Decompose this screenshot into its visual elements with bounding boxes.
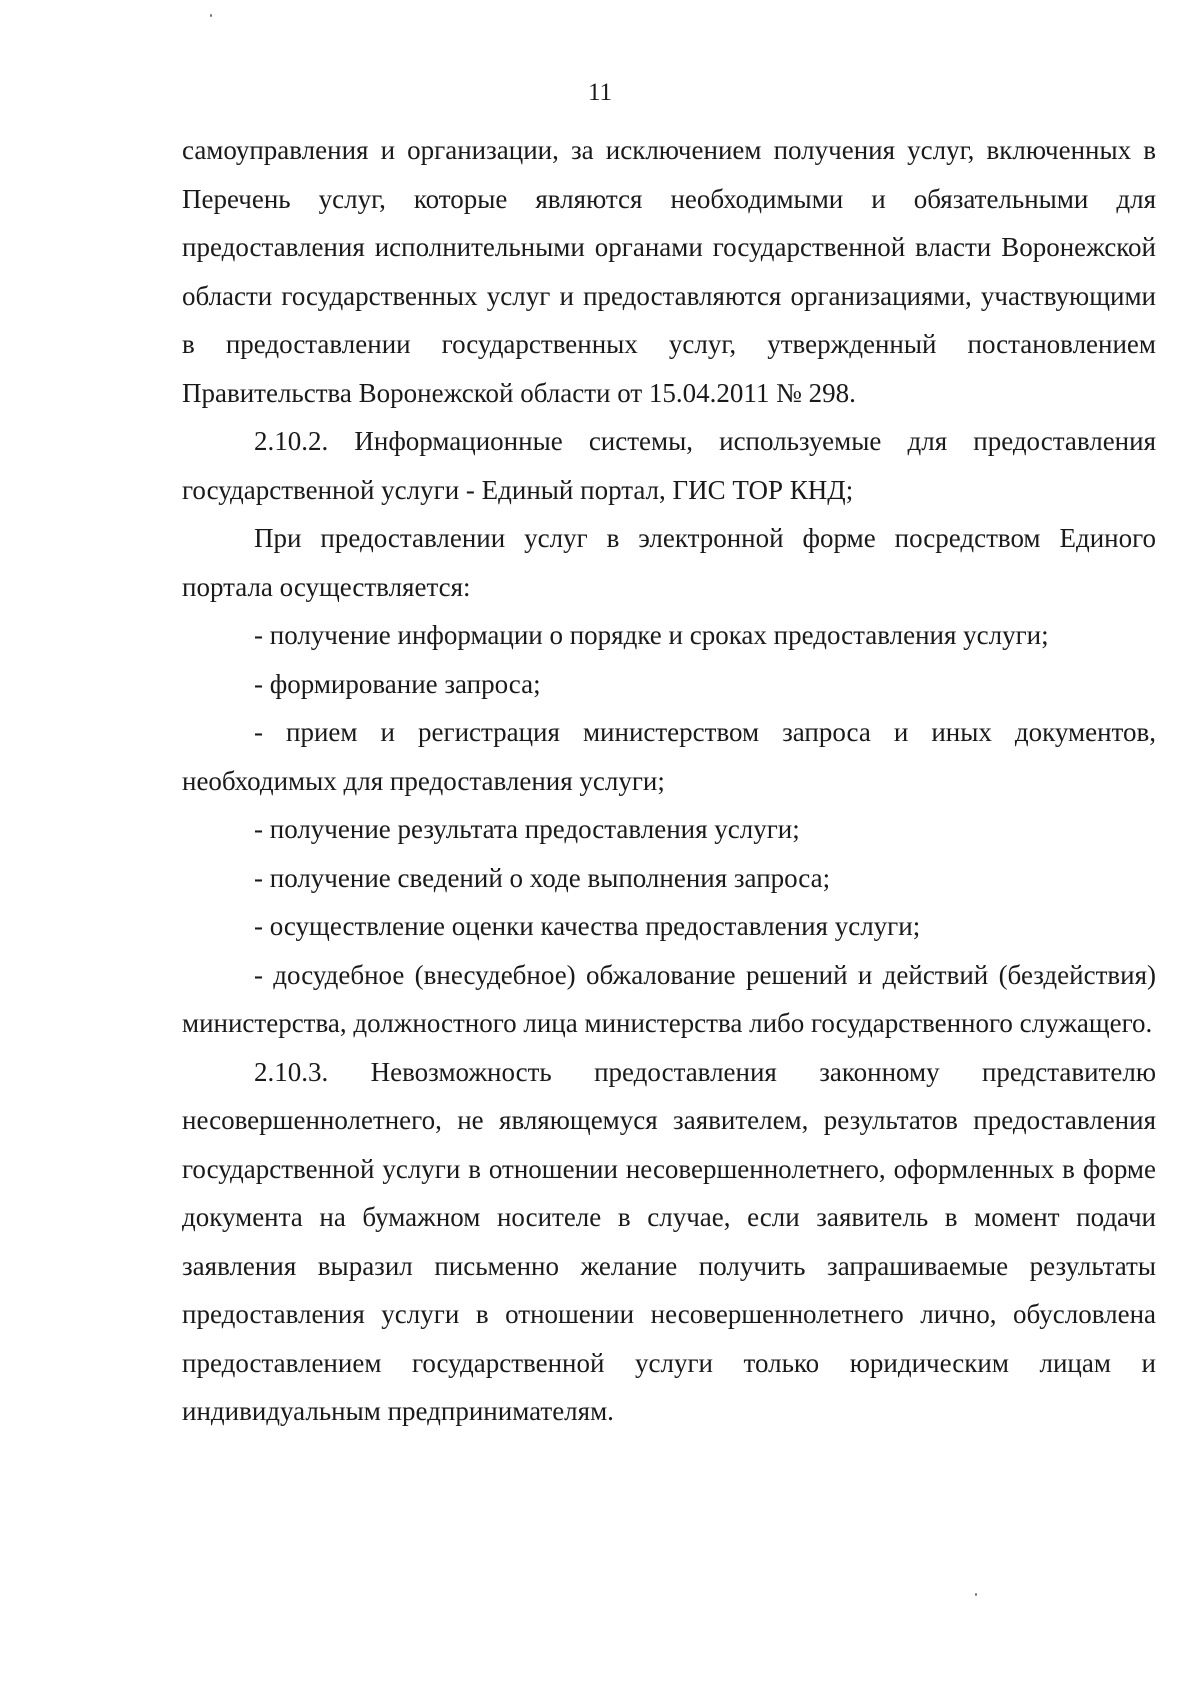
paragraph-portal-intro: При предоставлении услуг в электронной форме посредством Единого портала осуществляется: [182,523,1156,602]
list-item: - получение сведений о ходе выполнения запроса; [254,862,831,893]
list-item: - получение информации о порядке и сроках предоставления услуги; [254,620,1049,650]
paragraph-2-10-3: 2.10.3. Невозможность предоставления законному представителю несовершеннолетнего, не являющемуся заявителем, результатов предоставления государственной услуги в отношении несовершеннолетнего, оформленных в форме документа на бумажном носителе в случае, если заявитель в момент подачи заявления выразил письменно желание получить запрашиваемые результаты предоставления услуги в отношении несовершеннолетнего лично, обусловлена предоставлением государственной услуги только юридическим лицам и индивидуальным предпринимателям. [182,1056,1156,1426]
list-item: - осуществление оценки качества предоставления услуги; [254,911,921,941]
list-item: - досудебное (внесудебное) обжалование решений и действий (бездействия) министерства, должностного лица министерства либо государственного служащего. [182,959,1156,1038]
list-item: - получение результата предоставления услуги; [254,814,800,844]
paragraph-2-10-2: 2.10.2. Информационные системы, используемые для предоставления государственной услуги - Единый портал, ГИС ТОР КНД; [182,426,1156,505]
list-item: - прием и регистрация министерством запроса и иных документов, необходимых для предоставления услуги; [182,717,1156,796]
paragraph-continuation: самоуправления и организации, за исключением получения услуг, включенных в Перечень услуг, которые являются необходимыми и обязательными для предоставления исполнительными органами государственной власти Воронежской области государственных услуг и предоставляются организациями, участвующими в предоставлении государственных услуг, утвержденный постановлением Правительства Воронежской области от 15.04.2011 № 298. [182,135,1156,408]
document-body [182,126,1156,1436]
scan-speck [975,1593,977,1596]
page-number: 11 [587,79,613,106]
scan-speck [210,14,212,17]
list-item: - формирование запроса; [254,668,541,699]
